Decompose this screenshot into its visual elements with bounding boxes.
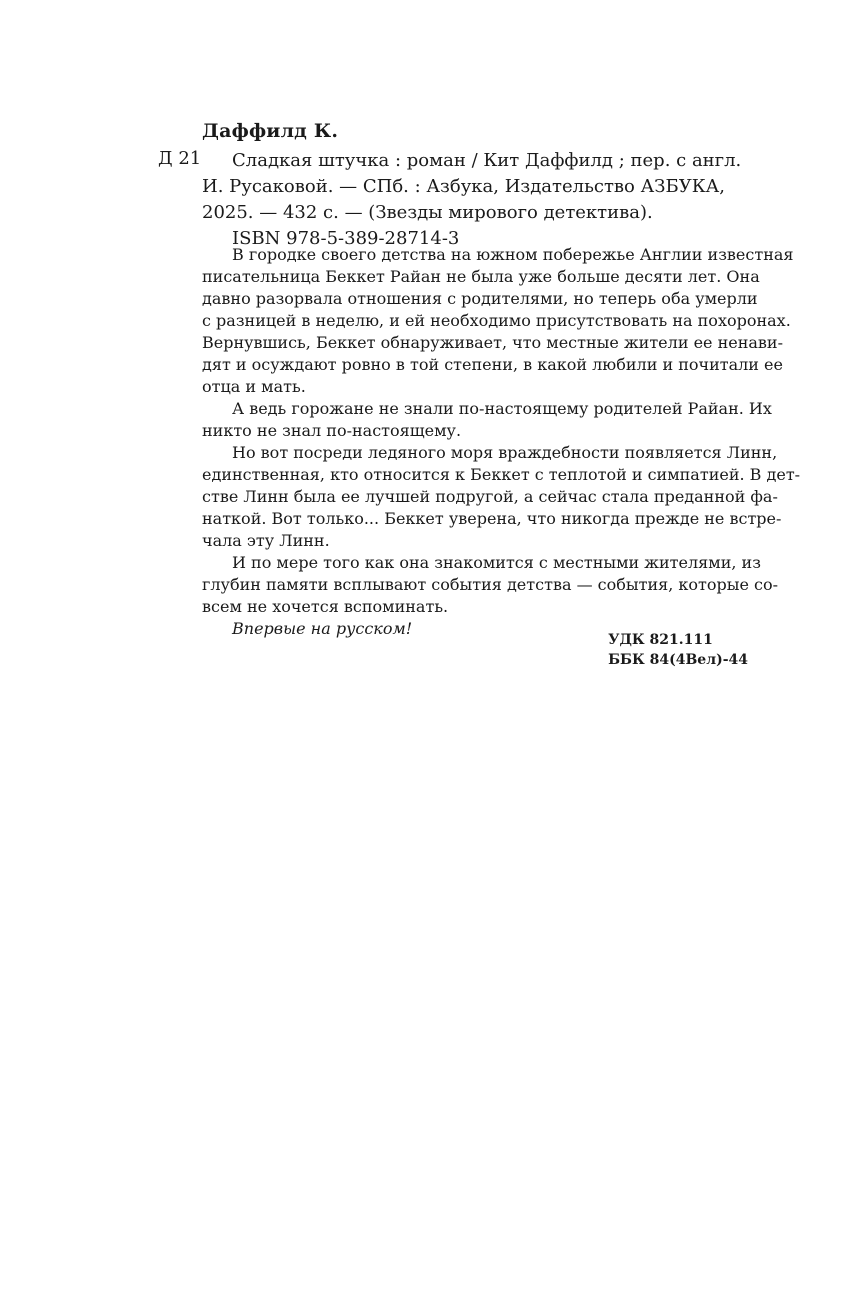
annotation-line: с разницей в неделю, и ей необходимо присутствовать на похоронах. (202, 311, 791, 330)
annotation (202, 244, 801, 640)
annotation-paragraph-4 (202, 552, 779, 618)
annotation-line: давно разорвала отношения с родителями, но теперь оба умерли (202, 289, 758, 308)
annotation-paragraph-2 (202, 398, 772, 442)
annotation-line: Вернувшись, Беккет обнаруживает, что местные жители ее ненави- (202, 333, 783, 352)
annotation-line: В городке своего детства на южном побережье Англии известная (232, 245, 794, 264)
annotation-line: писательница Беккет Райан не была уже больше десяти лет. Она (202, 267, 760, 286)
annotation-line: И по мере того как она знакомится с местными жителями, из (232, 553, 761, 572)
bbk-index: ББК 84(4Вел)-44 (608, 652, 748, 668)
classification-code: Д 21 (158, 148, 202, 169)
classification-indices (608, 630, 748, 670)
first-in-russian-note: Впервые на русском! (232, 619, 413, 638)
bibliographic-record (202, 148, 750, 252)
annotation-line: единственная, кто относится к Беккет с теплотой и симпатией. В дет- (202, 465, 801, 484)
biblio-line-translator: И. Русаковой. — СПб. : Азбука, Издательство АЗБУКА, (202, 176, 725, 197)
biblio-line-title: Сладкая штучка : роман / Кит Даффилд ; пер. с англ. (232, 150, 742, 171)
annotation-line: всем не хочется вспоминать. (202, 597, 449, 616)
annotation-line: никто не знал по-настоящему. (202, 421, 462, 440)
annotation-line: отца и мать. (202, 377, 306, 396)
annotation-line: чала эту Линн. (202, 531, 330, 550)
udk-index: УДК 821.111 (608, 632, 713, 648)
annotation-line: глубин памяти всплывают события детства — события, которые со- (202, 575, 779, 594)
annotation-line: Но вот посреди ледяного моря враждебности появляется Линн, (232, 443, 778, 462)
annotation-paragraph-1 (202, 244, 794, 398)
isbn: ISBN 978-5-389-28714-3 (232, 228, 460, 249)
author-heading: Даффилд К. (202, 120, 339, 142)
annotation-line: А ведь горожане не знали по-настоящему родителей Райан. Их (232, 399, 772, 418)
annotation-line: наткой. Вот только... Беккет уверена, что никогда прежде не встре- (202, 509, 782, 528)
annotation-line: дят и осуждают ровно в той степени, в какой любили и почитали ее (202, 355, 783, 374)
annotation-paragraph-3 (202, 442, 801, 552)
biblio-line-series: 2025. — 432 с. — (Звезды мирового детектива). (202, 202, 653, 223)
annotation-line: стве Линн была ее лучшей подругой, а сейчас стала преданной фа- (202, 487, 778, 506)
